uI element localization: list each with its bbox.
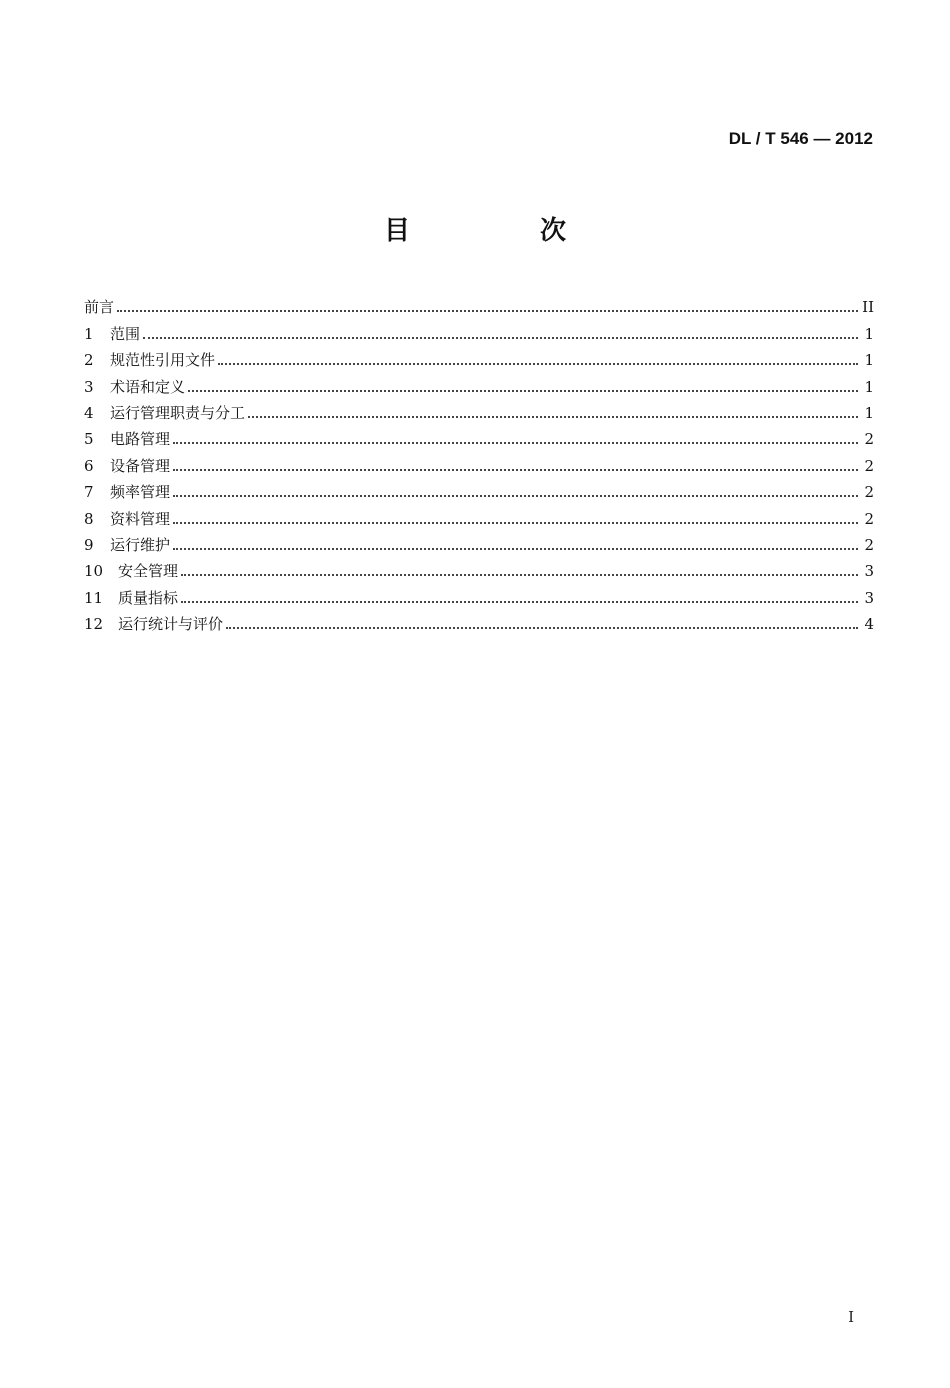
toc-entry-8[interactable] [84, 502, 874, 528]
toc-entry-label: 电路管理 [110, 430, 171, 449]
toc-entry-page: 4 [864, 615, 874, 634]
toc-entry-page: II [862, 298, 874, 317]
toc-entry-number: 7 [84, 483, 94, 502]
toc-entry-page: 2 [864, 535, 874, 554]
toc-entry-7[interactable] [84, 476, 874, 502]
toc-entry-number: 9 [84, 535, 94, 554]
toc-entry-label: 资料管理 [110, 509, 171, 528]
toc-entry-1[interactable] [84, 317, 874, 343]
toc-leader-dots [181, 573, 858, 576]
toc-leader-dots [173, 468, 858, 471]
toc-entry-page: 2 [864, 430, 874, 449]
toc-entry-label: 频率管理 [110, 483, 171, 502]
toc-entry-label: 运行维护 [110, 535, 171, 554]
toc-entry-label: 规范性引用文件 [110, 351, 216, 370]
toc-entry-label: 安全管理 [118, 562, 179, 581]
toc-leader-dots [173, 441, 858, 444]
toc-entry-page: 2 [864, 456, 874, 475]
document-code: DL / T 546 — 2012 [728, 129, 873, 148]
toc-leader-dots [226, 626, 858, 629]
toc-entry-page: 1 [864, 403, 874, 422]
toc-entry-number: 2 [84, 351, 94, 370]
toc-entry-number: 5 [84, 430, 94, 449]
toc-entry-label: 术语和定义 [110, 377, 186, 396]
toc-entry-page: 1 [864, 377, 874, 396]
toc-leader-dots [188, 389, 858, 392]
toc-leader-dots [117, 309, 858, 312]
toc-entry-4[interactable] [84, 397, 874, 423]
toc-entry-page: 2 [864, 509, 874, 528]
toc-entry-number: 6 [84, 456, 94, 475]
table-of-contents [84, 291, 874, 634]
toc-leader-dots [173, 521, 858, 524]
toc-entry-9[interactable] [84, 529, 874, 555]
toc-entry-number: 12 [84, 615, 104, 634]
toc-entry-page: 1 [864, 351, 874, 370]
toc-leader-dots [218, 362, 858, 365]
toc-entry-number: 11 [84, 588, 104, 607]
toc-leader-dots [173, 494, 858, 497]
toc-entry-label: 设备管理 [110, 456, 171, 475]
page-number: I [848, 1308, 854, 1326]
toc-entry-foreword[interactable] [84, 291, 874, 317]
toc-entry-label: 范围 [110, 324, 141, 343]
toc-entry-2[interactable] [84, 344, 874, 370]
toc-entry-label: 运行管理职责与分工 [110, 403, 246, 422]
toc-entry-3[interactable] [84, 370, 874, 396]
toc-entry-5[interactable] [84, 423, 874, 449]
toc-entry-label: 运行统计与评价 [118, 615, 224, 634]
toc-entry-page: 3 [864, 562, 874, 581]
toc-entry-10[interactable] [84, 555, 874, 581]
toc-entry-number: 3 [84, 377, 94, 396]
toc-entry-12[interactable] [84, 608, 874, 634]
toc-entry-number: 8 [84, 509, 94, 528]
toc-entry-6[interactable] [84, 449, 874, 475]
toc-entry-number: 1 [84, 324, 94, 343]
toc-leader-dots [181, 600, 858, 603]
toc-entry-11[interactable] [84, 581, 874, 607]
toc-entry-page: 1 [864, 324, 874, 343]
toc-title: 目 次 [383, 216, 618, 246]
toc-leader-dots [173, 547, 858, 550]
toc-entry-number: 4 [84, 403, 94, 422]
toc-leader-dots [248, 415, 858, 418]
toc-entry-number: 10 [84, 562, 104, 581]
toc-entry-label: 质量指标 [118, 588, 179, 607]
toc-entry-label: 前言 [84, 298, 115, 317]
toc-entry-page: 2 [864, 483, 874, 502]
toc-entry-page: 3 [864, 588, 874, 607]
toc-leader-dots [143, 336, 858, 339]
